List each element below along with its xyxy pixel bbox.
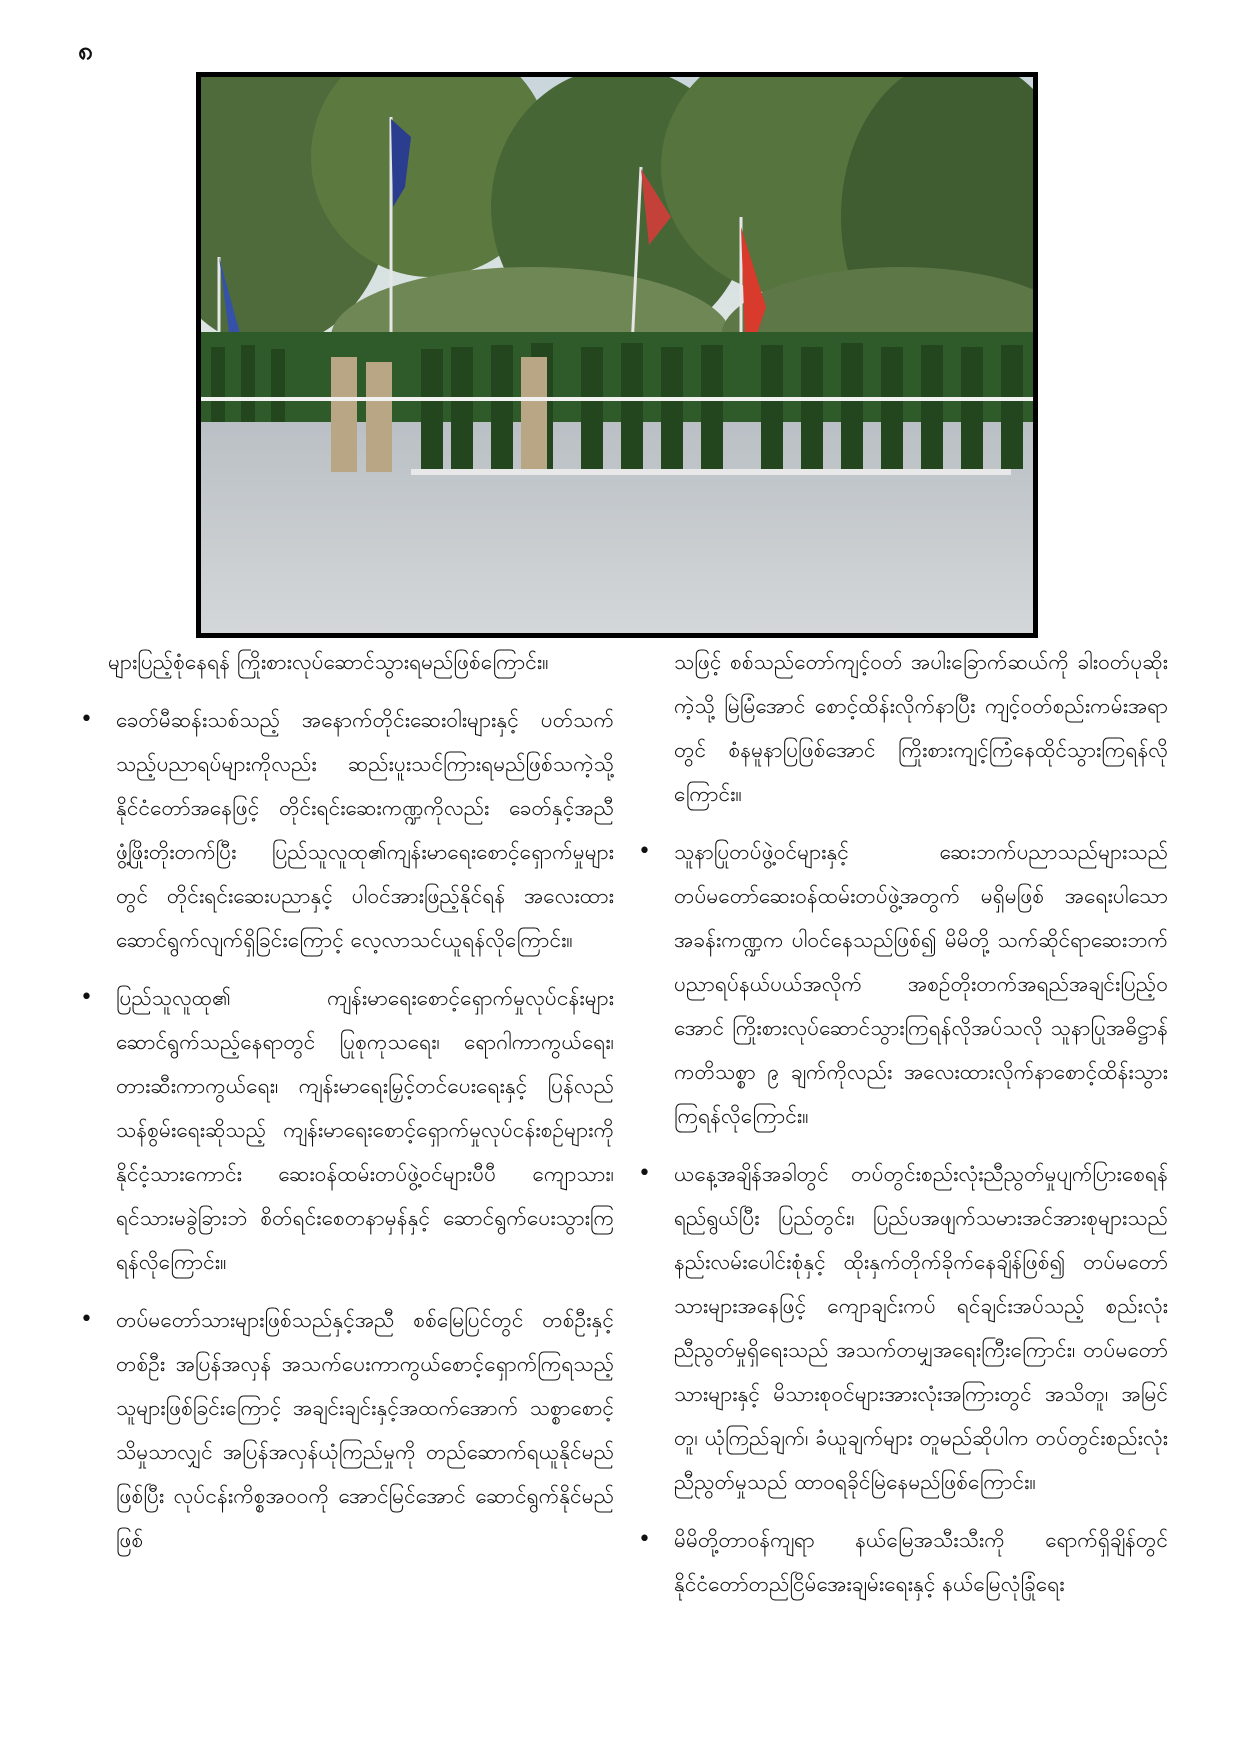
right-lead-paragraph: သဖြင့် စစ်သည်တော်ကျင့်ဝတ် အပါးခြောက်ဆယ်ကို ခါးဝတ်ပုဆိုးကဲ့သို့ မြဲမြံအောင် စောင့်ထိန်းလိုက်နာပြီး ကျင့်ဝတ်စည်းကမ်းအရာတွင် စံနမူနာပြဖြစ်အောင် ကြိုးစားကျင့်ကြံနေထိုင်သွားကြရန်လိုကြောင်း။ <box>674 650 1168 806</box>
list-item <box>80 1298 614 1562</box>
right-bullet-list <box>638 830 1168 1606</box>
list-item-text: တပ်မတော်သားများဖြစ်သည်နှင့်အညီ စစ်မြေပြင်တွင် တစ်ဦးနှင့်တစ်ဦး အပြန်အလှန် အသက်ပေးကာကွယ်စောင့်ရှောက်ကြရသည့်သူများဖြစ်ခြင်းကြောင့် အချင်းချင်းနှင့်အထက်အောက် သစ္စာစောင့်သိမှုသာလျှင် အပြန်အလှန်ယုံကြည်မှုကို တည်ဆောက်ရယူနိုင်မည်ဖြစ်ပြီး လုပ်ငန်းကိစ္စအဝဝကို အောင်မြင်အောင် ဆောင်ရွက်နိုင်မည်ဖြစ် <box>116 1308 614 1552</box>
bullet-icon: • <box>638 1527 651 1552</box>
bullet-icon: • <box>638 839 651 864</box>
list-item-text: ခေတ်မီဆန်းသစ်သည့် အနောက်တိုင်းဆေးဝါးများနှင့် ပတ်သက်သည့်ပညာရပ်များကိုလည်း ဆည်းပူးသင်ကြားရမည်ဖြစ်သကဲ့သို့ နိုင်ငံတော်အနေဖြင့် တိုင်းရင်းဆေးကဏ္ဍကိုလည်း ခေတ်နှင့်အညီ ဖွံ့ဖြိုးတိုးတက်ပြီး ပြည်သူလူထု၏ကျန်းမာရေးစောင့်ရှောက်မှုများတွင် တိုင်းရင်းဆေးပညာနှင့် ပါဝင်အားဖြည့်နိုင်ရန် အလေးထားဆောင်ရွက်လျက်ရှိခြင်းကြောင့် လေ့လာသင်ယူရန်လိုကြောင်း။ <box>116 708 614 952</box>
page-number: ၈ <box>78 36 93 66</box>
left-lead-paragraph: များပြည့်စုံနေရန် ကြိုးစားလုပ်ဆောင်သွားရမည်ဖြစ်ကြောင်း။ <box>108 650 549 674</box>
left-column <box>80 640 614 1576</box>
bullet-icon: • <box>638 1161 651 1186</box>
list-item <box>638 1518 1168 1606</box>
ceremonial-parade-photo <box>196 72 1038 638</box>
left-bullet-list <box>80 698 614 1562</box>
list-item <box>638 830 1168 1138</box>
list-item-text: မိမိတို့တာဝန်ကျရာ နယ်မြေအသီးသီးကို ရောက်ရှိချိန်တွင် နိုင်ငံတော်တည်ငြိမ်အေးချမ်းရေးနှင့် နယ်မြေလုံခြုံရေး <box>674 1528 1168 1596</box>
list-item <box>638 1152 1168 1504</box>
right-column <box>638 640 1168 1620</box>
bullet-icon: • <box>80 1307 93 1332</box>
list-item-text: သူနာပြုတပ်ဖွဲ့ဝင်များနှင့် ဆေးဘက်ပညာသည်များသည် တပ်မတော်ဆေးဝန်ထမ်းတပ်ဖွဲ့အတွက် မရှိမဖြစ် အရေးပါသောအခန်းကဏ္ဍက ပါဝင်နေသည်ဖြစ်၍ မိမိတို့ သက်ဆိုင်ရာဆေးဘက်ပညာရပ်နယ်ပယ်အလိုက် အစဉ်တိုးတက်အရည်အချင်းပြည့်ဝအောင် ကြိုးစားလုပ်ဆောင်သွားကြရန်လိုအပ်သလို သူနာပြုအဓိဋ္ဌာန်ကတိသစ္စာ ၉ ချက်ကိုလည်း အလေးထားလိုက်နာစောင့်ထိန်းသွားကြရန်လိုကြောင်း။ <box>674 840 1168 1128</box>
bullet-icon: • <box>80 707 93 732</box>
parade-image <box>201 77 1033 633</box>
list-item-text: ယနေ့အချိန်အခါတွင် တပ်တွင်းစည်းလုံးညီညွတ်မှုပျက်ပြားစေရန်ရည်ရွယ်ပြီး ပြည်တွင်း၊ ပြည်ပအဖျက်သမားအင်အားစုများသည် နည်းလမ်းပေါင်းစုံနှင့် ထိုးနှက်တိုက်ခိုက်နေချိန်ဖြစ်၍ တပ်မတော်သားများအနေဖြင့် ကျောချင်းကပ် ရင်ချင်းအပ်သည့် စည်းလုံးညီညွတ်မှုရှိရေးသည် အသက်တမျှအရေးကြီးကြောင်း၊ တပ်မတော်သားများနှင့် မိသားစုဝင်များအားလုံးအကြားတွင် အသိတူ၊ အမြင်တူ၊ ယုံကြည်ချက်၊ ခံယူချက်များ တူမည်ဆိုပါက တပ်တွင်းစည်းလုံးညီညွတ်မှုသည် ထာဝရခိုင်မြဲနေမည်ဖြစ်ကြောင်း။ <box>674 1162 1168 1494</box>
list-item <box>80 698 614 962</box>
list-item <box>80 976 614 1284</box>
bullet-icon: • <box>80 985 93 1010</box>
list-item-text: ပြည်သူလူထု၏ ကျန်းမာရေးစောင့်ရှောက်မှုလုပ်ငန်းများ ဆောင်ရွက်သည့်နေရာတွင် ပြုစုကုသရေး၊ ရောဂါကာကွယ်ရေး၊ တားဆီးကာကွယ်ရေး၊ ကျန်းမာရေးမြှင့်တင်ပေးရေးနှင့် ပြန်လည်သန်စွမ်းရေးဆိုသည့် ကျန်းမာရေးစောင့်ရှောက်မှုလုပ်ငန်းစဉ်များကို နိုင်ငံ့သားကောင်း ဆေးဝန်ထမ်းတပ်ဖွဲ့ဝင်များပီပီ ကျောသား၊ ရင်သားမခွဲခြားဘဲ စိတ်ရင်းစေတနာမှန်နှင့် ဆောင်ရွက်ပေးသွားကြရန်လိုကြောင်း။ <box>116 986 614 1274</box>
